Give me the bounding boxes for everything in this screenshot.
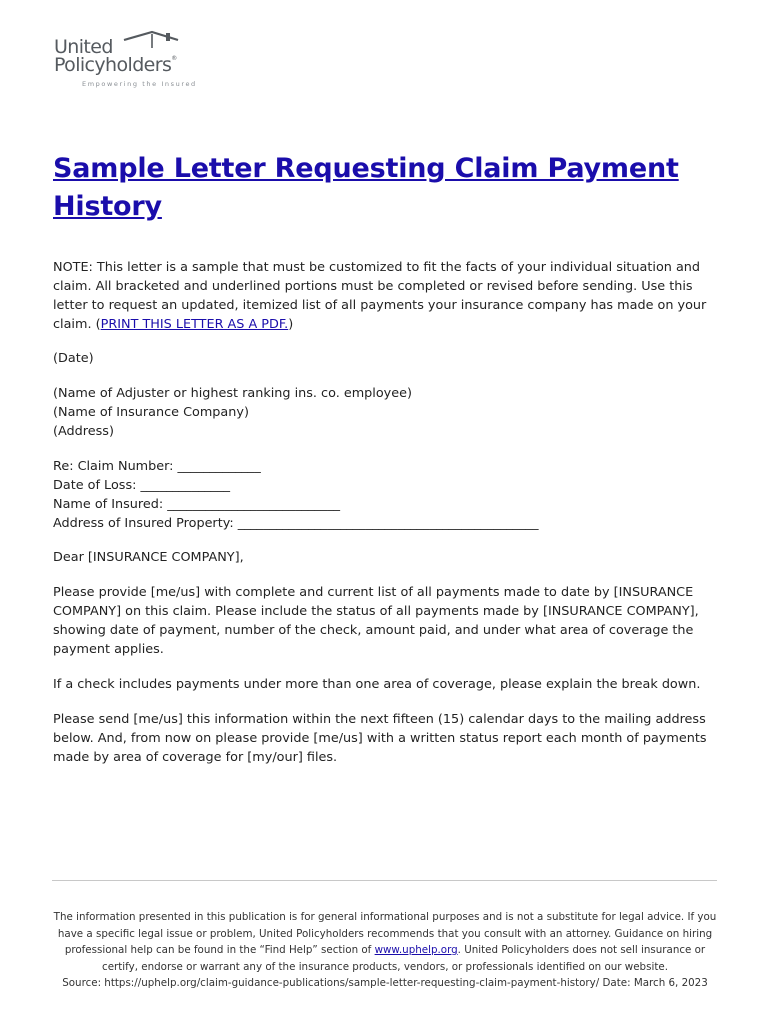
- footer-divider: [52, 880, 717, 881]
- note-open-paren: (: [95, 317, 101, 332]
- letter-paragraph-2: If a check includes payments under more than one area of coverage, please explain the break down.: [53, 677, 701, 692]
- insured-property-address-line: Address of Insured Property: _______________________________________________: [53, 516, 539, 531]
- logo-wordmark-line-2: [54, 56, 177, 75]
- recipient-company-line: (Name of Insurance Company): [53, 405, 249, 420]
- note-text: NOTE: This letter is a sample that must be customized to fit the facts of your individual situation and claim. All bracketed and underlined portions must be completed or revised before sending. Use this letter to request an updated, itemized list of all payments your insurance company has made on your claim.: [53, 260, 707, 332]
- house-roof-icon: [122, 30, 180, 48]
- disclaimer-text: The information presented in this publication is for general informational purposes and is not a substitute for legal advice. If you have a specific legal issue or problem, United Policyholders recommends that you consult with an attorney. Guidance on hiring professional help can be found in the “Find Help” section of: [53, 911, 717, 956]
- logo-wordmark-line-1: United: [54, 36, 113, 58]
- disclaimer-text-end: . United Policyholders does not sell insurance or certify, endorse or warrant any of the insurance products, vendors, or professionals identified on our website.: [102, 944, 706, 973]
- reference-block: [53, 457, 723, 533]
- recipient-name-line: (Name of Adjuster or highest ranking ins. co. employee): [53, 386, 412, 401]
- logo-wordmark-line-2-text: Policyholders: [54, 54, 172, 76]
- logo-tagline: Empowering the Insured: [82, 80, 197, 88]
- page-title[interactable]: Sample Letter Requesting Claim Payment History: [53, 153, 679, 222]
- recipient-address-line: (Address): [53, 424, 114, 439]
- footer-disclaimer: [52, 909, 718, 975]
- date-of-loss-line: Date of Loss: ______________: [53, 478, 231, 493]
- recipient-block: [53, 384, 723, 441]
- source-citation: Source: https://uphelp.org/claim-guidance-publications/sample-letter-requesting-claim-payment-history/ Date: March 6, 2023: [62, 977, 708, 989]
- letter-paragraph-1: Please provide [me/us] with complete and current list of all payments made to date by [INSURANCE COMPANY] on this claim. Please include the status of all payments made by [INSURANCE COMPANY], showing date of payment, number of the check, amount paid, and under what area of coverage the payment applies.: [53, 585, 699, 657]
- print-pdf-link[interactable]: PRINT THIS LETTER AS A PDF.: [100, 317, 289, 332]
- salutation: Dear [INSURANCE COMPANY],: [53, 550, 244, 565]
- letter-date: (Date): [53, 351, 94, 366]
- claim-number-line: Re: Claim Number: _____________: [53, 459, 261, 474]
- letter-paragraph-3: Please send [me/us] this information within the next fifteen (15) calendar days to the mailing address below. And, from now on please provide [me/us] with a written status report each month of payments made by area of coverage for [my/our] files.: [53, 712, 707, 765]
- united-policyholders-logo: [52, 30, 202, 92]
- trademark-symbol: ®: [171, 55, 178, 62]
- name-of-insured-line: Name of Insured: ___________________________: [53, 497, 340, 512]
- note-paragraph: [53, 258, 723, 334]
- note-close-paren: ): [288, 317, 294, 332]
- uphelp-link[interactable]: www.uphelp.org: [374, 944, 458, 956]
